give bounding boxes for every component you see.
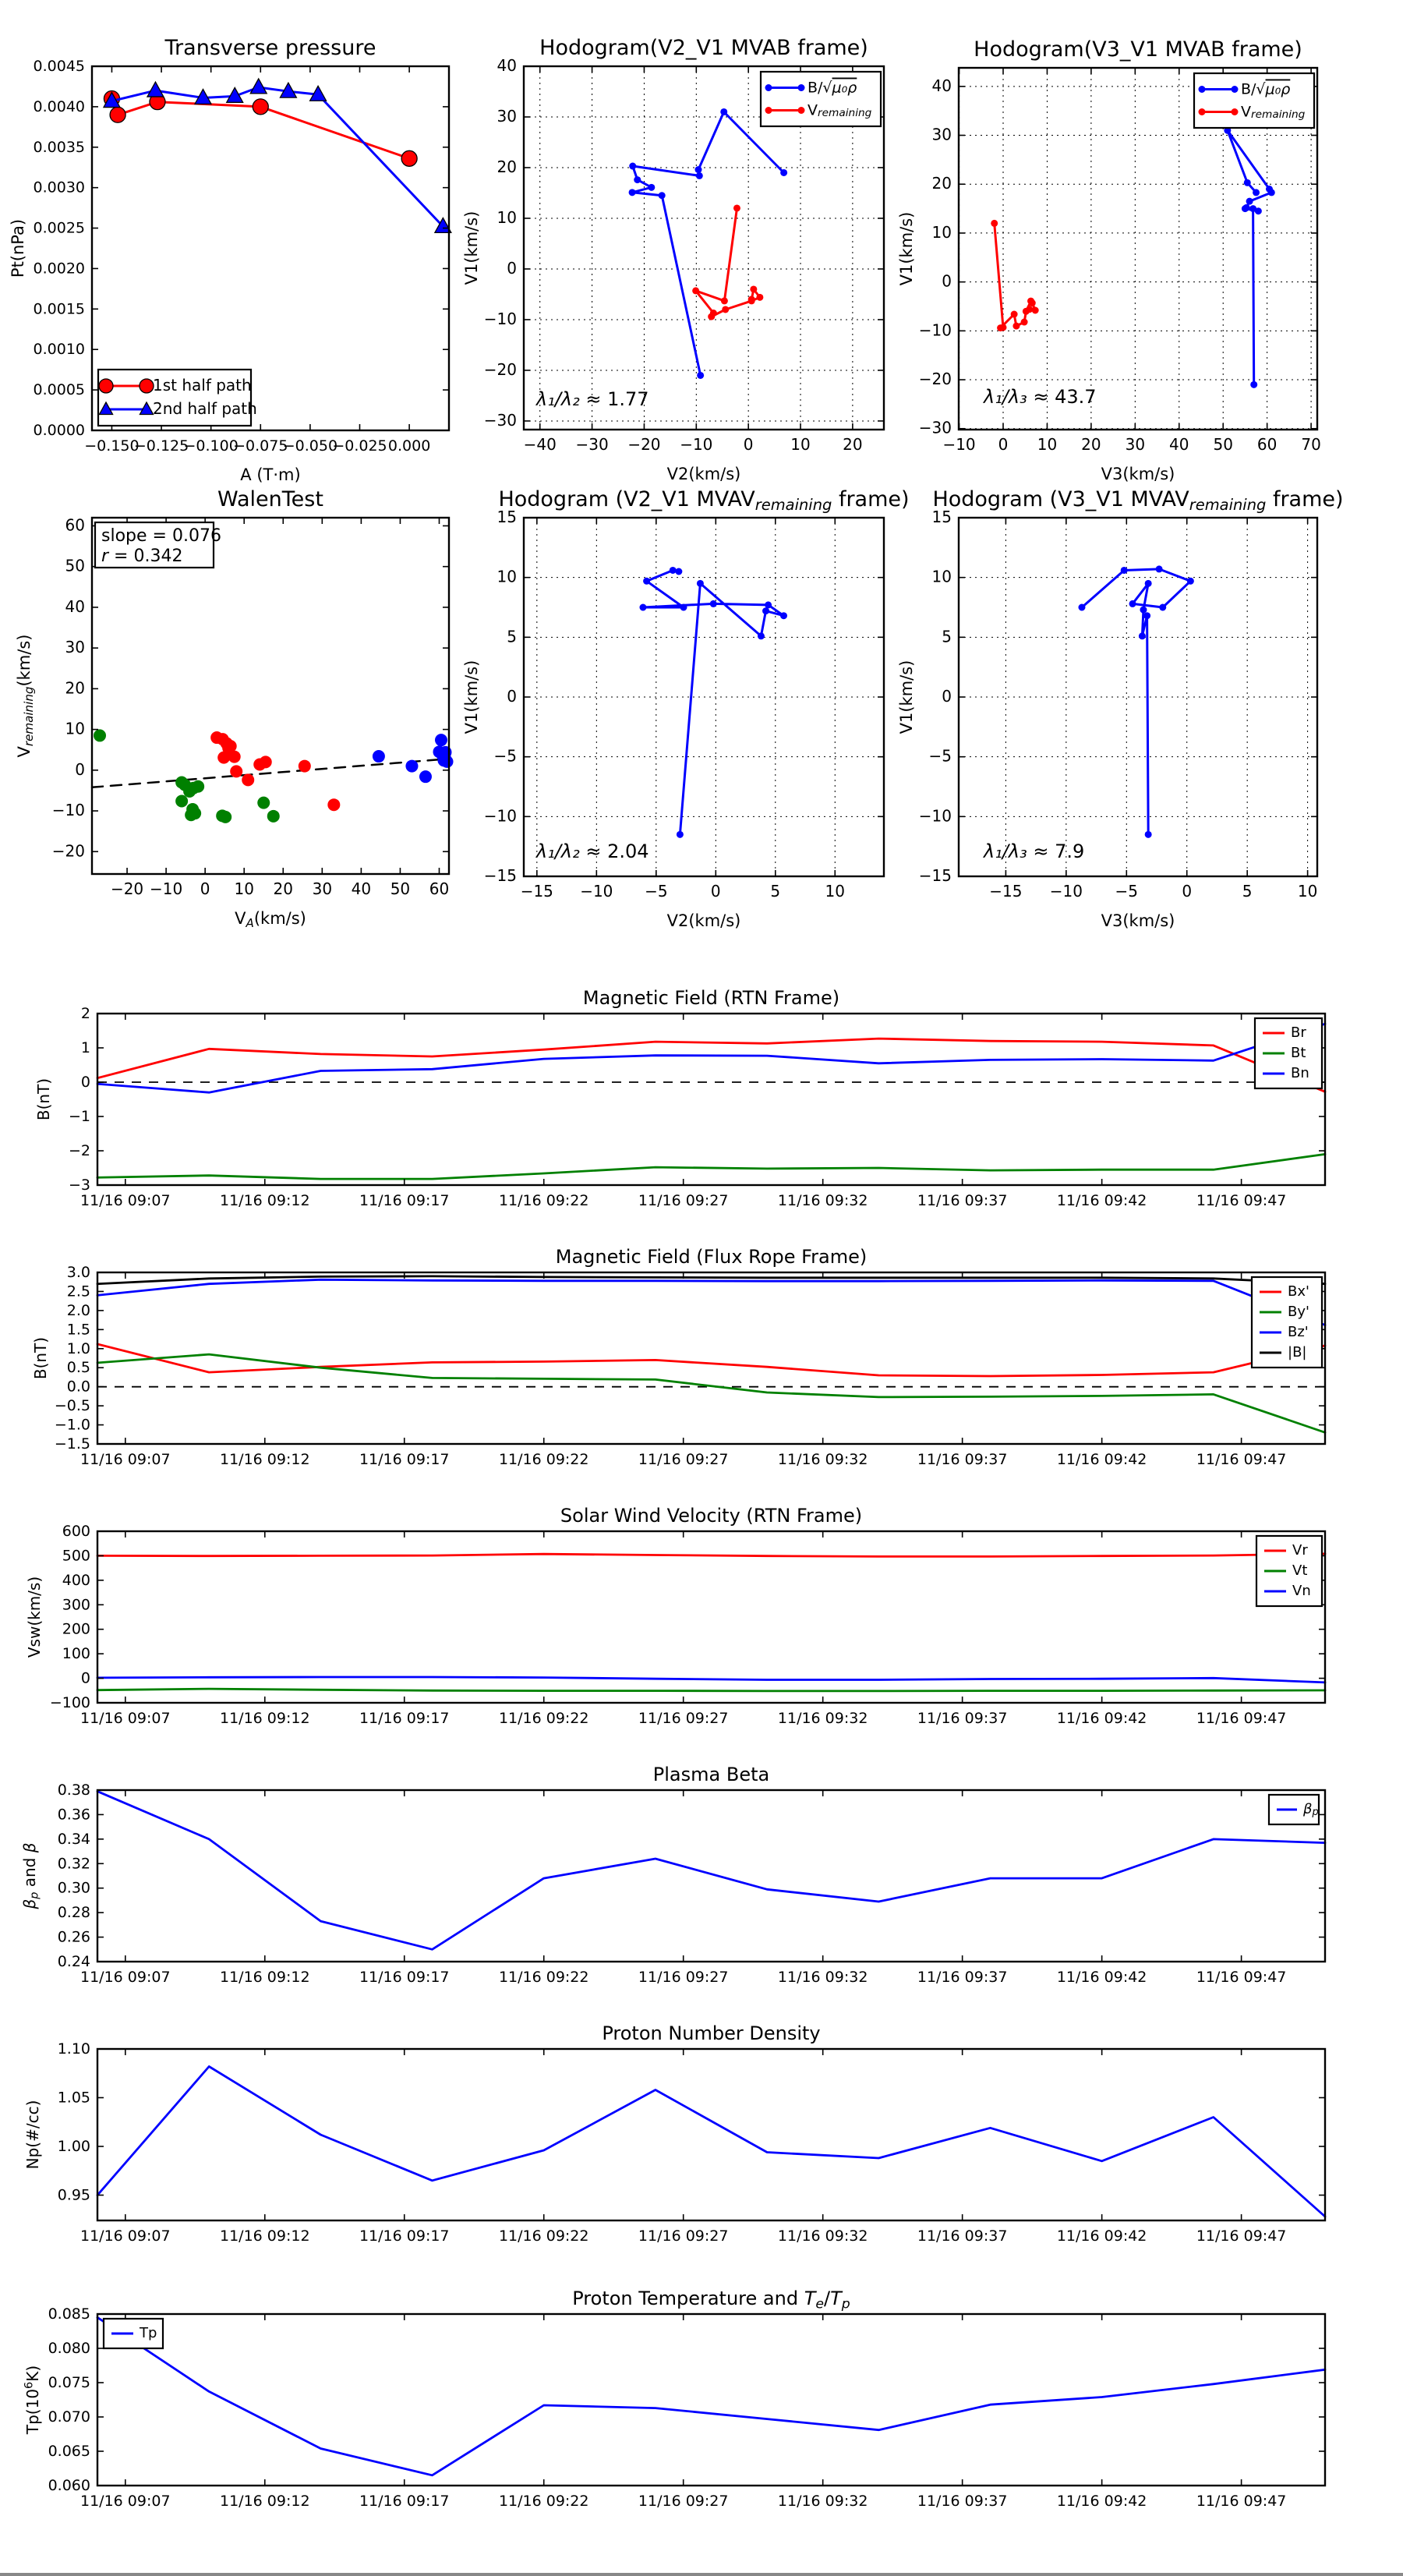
y-tick-label: 0.32 [57,1854,90,1872]
y-tick-label: 20 [931,173,952,193]
x-tick-label: 11/16 09:42 [1056,1192,1147,1209]
x-tick-label: 11/16 09:22 [498,1710,589,1727]
solar-wind-velocity-chart [25,1505,1325,1727]
x-axis-label: V2(km/s) [666,465,741,483]
y-tick-label: 30 [497,106,517,126]
y-tick-label: 0.38 [57,1781,90,1799]
legend-label: Br [1291,1024,1306,1041]
y-tick-label: 50 [65,556,85,575]
x-tick-label: 11/16 09:07 [80,1451,171,1468]
y-tick-label: −1.0 [54,1416,90,1434]
y-tick-label: 1.0 [66,1339,90,1357]
x-tick-label: −30 [575,435,609,454]
x-tick-label: 11/16 09:47 [1196,1969,1287,1986]
x-tick-label: 11/16 09:37 [917,2227,1008,2245]
chart-title: Magnetic Field (RTN Frame) [582,987,840,1009]
y-tick-label: 2.5 [66,1282,90,1300]
x-tick-label: −0.050 [282,437,338,455]
x-tick-label: 40 [351,879,372,898]
legend-label: Vremaining [808,101,872,119]
x-tick-label: 0.000 [387,437,431,455]
y-tick-label: −3 [68,1176,90,1194]
x-tick-label: 30 [1125,435,1146,454]
x-tick-label: 11/16 09:07 [80,2227,171,2245]
y-tick-label: 1.00 [57,2137,90,2155]
x-tick-label: 10 [1297,882,1318,901]
y-tick-label: −5 [928,746,952,766]
y-tick-label: 15 [497,507,517,526]
x-tick-label: 11/16 09:32 [777,2493,868,2510]
y-tick-label: 0.26 [57,1928,90,1946]
y-axis-label: $Tp(10^6K)$ [23,2365,42,2435]
y-tick-label: 0.0015 [33,299,85,317]
y-tick-label: 40 [497,55,517,75]
legend [1252,1277,1322,1368]
x-axis-label: A (T·m) [240,465,301,484]
y-tick-label: 0.5 [66,1358,90,1376]
y-tick-label: −30 [483,410,517,430]
y-tick-label: 5 [507,626,517,646]
y-tick-label: 200 [62,1620,90,1638]
x-tick-label: 0 [1182,882,1193,901]
legend-label: Tp [140,2325,157,2341]
x-tick-label: 11/16 09:27 [638,1710,729,1727]
hodogram-v2v1-mvab-chart [462,36,884,483]
x-tick-label: 11/16 09:22 [498,1451,589,1468]
legend-label: |B| [1288,1344,1307,1361]
x-tick-label: 5 [770,882,781,901]
chart-title: Hodogram (V2_V1 MVAVremaining frame) [498,487,910,514]
y-tick-label: −20 [918,369,952,388]
legend-label: Vt [1292,1562,1308,1579]
y-tick-label: 0.24 [57,1952,90,1970]
y-tick-label: 3.0 [66,1263,90,1281]
x-tick-label: −40 [523,435,557,454]
x-tick-label: −10 [942,435,976,454]
x-axis-label: V3(km/s) [1101,465,1175,483]
x-tick-label: −20 [627,435,661,454]
y-tick-label: 0 [80,1669,90,1687]
y-tick-label: 10 [497,207,517,227]
y-tick-label: −10 [483,805,517,825]
x-tick-label: 11/16 09:17 [359,1710,450,1727]
y-tick-label: 20 [65,678,85,697]
y-tick-label: −10 [918,320,952,339]
y-tick-label: −30 [918,418,952,437]
y-tick-label: 0.060 [48,2476,90,2494]
x-tick-label: −0.075 [233,437,288,455]
x-tick-label: −15 [989,882,1023,901]
annotation: λ₁/λ₂ ≈ 2.04 [536,840,649,862]
x-tick-label: 11/16 09:22 [498,1192,589,1209]
y-tick-label: 0 [942,686,952,706]
x-tick-label: 11/16 09:12 [219,1710,310,1727]
x-axis-label: V2(km/s) [666,911,741,930]
x-axis-label: V3(km/s) [1101,911,1175,930]
y-tick-label: 20 [497,157,517,176]
x-tick-label: −15 [520,882,553,901]
y-tick-label: 2.0 [66,1301,90,1319]
x-tick-label: 11/16 09:37 [917,1710,1008,1727]
y-tick-label: 0 [942,271,952,291]
y-axis-label: B(nT) [31,1336,50,1380]
y-axis-label: V1(km/s) [897,211,916,286]
x-tick-label: −10 [1049,882,1083,901]
y-axis-label: βp and β [20,1842,41,1909]
y-tick-label: −20 [483,359,517,379]
legend [1269,1795,1319,1824]
y-tick-label: −1.5 [54,1435,90,1453]
y-tick-label: 0.085 [48,2305,90,2323]
y-tick-label: −0.5 [54,1396,90,1414]
y-tick-label: 60 [65,515,85,534]
annotation: λ₁/λ₃ ≈ 7.9 [984,840,1085,862]
legend-label: By' [1288,1304,1309,1320]
x-tick-label: −10 [580,882,613,901]
y-tick-label: 0.0000 [33,421,85,439]
x-tick-label: 60 [429,879,450,898]
legend-label: 2nd half path [153,398,257,418]
y-tick-label: 1.05 [57,2089,90,2106]
legend-label: βp [1303,1801,1319,1818]
y-tick-label: 0.0 [66,1378,90,1396]
y-tick-label: 600 [62,1522,90,1540]
x-tick-label: 11/16 09:42 [1056,1969,1147,1986]
y-tick-label: −15 [483,865,517,885]
x-tick-label: 0 [710,882,721,901]
y-tick-label: 0.0025 [33,219,85,237]
x-tick-label: 10 [825,882,846,901]
chart-title: Proton Number Density [602,2022,821,2044]
x-tick-label: 50 [1213,435,1233,454]
x-tick-label: 11/16 09:42 [1056,2227,1147,2245]
y-tick-label: −1 [68,1107,90,1125]
proton-temperature-chart [23,2288,1325,2510]
y-tick-label: 30 [65,637,85,656]
y-tick-label: 0.0030 [33,179,85,196]
legend-label: B/√μ₀ρ [1241,80,1291,97]
chart-title: Hodogram(V2_V1 MVAB frame) [539,36,868,60]
y-axis-label: V1(km/s) [462,211,481,285]
x-tick-label: 10 [790,435,811,454]
x-tick-label: 11/16 09:12 [219,1969,310,1986]
x-tick-label: 11/16 09:47 [1196,2227,1287,2245]
x-tick-label: 20 [843,435,863,454]
y-tick-label: 0.075 [48,2373,90,2391]
x-tick-label: 30 [312,879,333,898]
y-tick-label: −10 [918,805,952,825]
x-tick-label: 10 [234,879,254,898]
x-tick-label: 11/16 09:27 [638,2227,729,2245]
legend-label: B/√μ₀ρ [808,79,857,96]
x-tick-label: −10 [149,879,183,898]
y-tick-label: 0.0035 [33,138,85,156]
x-tick-label: 11/16 09:32 [777,1710,868,1727]
y-tick-label: 0 [507,258,517,278]
hodogram-v2v1-mvav-chart [462,487,910,930]
chart-title: Hodogram(V3_V1 MVAB frame) [974,37,1302,62]
x-tick-label: −10 [680,435,713,454]
y-tick-label: 2 [80,1004,90,1022]
y-tick-label: 0.28 [57,1903,90,1921]
y-tick-label: 100 [62,1644,90,1662]
y-tick-label: 0.95 [57,2186,90,2203]
x-tick-label: 11/16 09:37 [917,1192,1008,1209]
x-tick-label: 11/16 09:12 [219,1451,310,1468]
x-tick-label: 11/16 09:17 [359,2227,450,2245]
x-tick-label: 11/16 09:27 [638,1192,729,1209]
x-tick-label: 11/16 09:32 [777,2227,868,2245]
y-tick-label: 0.080 [48,2339,90,2357]
x-tick-label: 20 [1081,435,1101,454]
y-tick-label: 30 [931,125,952,144]
y-tick-label: 1.5 [66,1320,90,1338]
x-tick-label: −5 [645,882,668,901]
y-tick-label: 40 [931,76,952,95]
y-axis-label: Vsw(km/s) [25,1576,44,1658]
y-tick-label: 10 [497,567,517,586]
legend-label: Vn [1292,1583,1311,1599]
legend [98,370,257,426]
y-tick-label: 10 [65,719,85,738]
y-tick-label: 0.30 [57,1879,90,1897]
x-tick-label: 11/16 09:37 [917,1969,1008,1986]
y-tick-label: 15 [931,507,952,526]
y-tick-label: 0 [75,759,85,779]
hodogram-v3v1-mvav-chart [897,487,1344,930]
x-tick-label: 11/16 09:17 [359,1969,450,1986]
y-axis-label: Np(#/cc) [23,2100,42,2170]
x-tick-label: 11/16 09:17 [359,2493,450,2510]
y-tick-label: 400 [62,1571,90,1589]
y-tick-label: 0 [507,686,517,706]
chart-title: Plasma Beta [652,1764,770,1785]
y-tick-label: 0.36 [57,1805,90,1823]
x-tick-label: 0 [743,435,754,454]
y-tick-label: 0.0005 [33,380,85,398]
x-tick-label: 11/16 09:22 [498,2493,589,2510]
y-tick-label: 0.0045 [33,57,85,75]
x-tick-label: 11/16 09:42 [1056,1451,1147,1468]
y-tick-label: −15 [918,865,952,885]
legend [104,2319,163,2348]
x-tick-label: 11/16 09:37 [917,2493,1008,2510]
y-tick-label: −20 [51,840,85,860]
x-tick-label: 11/16 09:22 [498,2227,589,2245]
x-tick-label: 11/16 09:42 [1056,1710,1147,1727]
annotation: λ₁/λ₃ ≈ 43.7 [984,386,1097,408]
x-tick-label: 11/16 09:27 [638,1451,729,1468]
x-tick-label: 11/16 09:32 [777,1192,868,1209]
x-tick-label: −20 [110,879,144,898]
legend-label: Bn [1291,1065,1309,1081]
y-tick-label: 300 [62,1595,90,1613]
y-tick-label: 1 [80,1039,90,1056]
legend-label: Vr [1292,1542,1308,1559]
y-tick-label: −2 [68,1141,90,1159]
y-tick-label: 0.0020 [33,259,85,277]
x-tick-label: 11/16 09:47 [1196,1710,1287,1727]
x-tick-label: 0 [200,879,210,898]
legend [1256,1536,1322,1606]
x-tick-label: 11/16 09:07 [80,1192,171,1209]
x-tick-label: 11/16 09:27 [638,1969,729,1986]
x-tick-label: 20 [273,879,293,898]
x-tick-label: −0.025 [332,437,387,455]
x-tick-label: 11/16 09:07 [80,1969,171,1986]
annotation: r = 0.342 [101,547,183,566]
chart-title: Magnetic Field (Flux Rope Frame) [555,1246,868,1268]
x-tick-label: 11/16 09:47 [1196,1192,1287,1209]
x-tick-label: −0.125 [133,437,189,455]
y-tick-label: 0 [80,1073,90,1091]
y-axis-label: B(nT) [34,1077,53,1121]
transverse-pressure-chart [9,36,451,484]
chart-title: WalenTest [217,487,323,511]
y-tick-label: 0.34 [57,1830,90,1848]
x-tick-label: 11/16 09:47 [1196,2493,1287,2510]
y-tick-label: 1.10 [57,2040,90,2058]
legend-label: Bt [1291,1045,1306,1061]
magnetic-field-rtn-chart [34,987,1325,1209]
x-tick-label: 11/16 09:12 [219,1192,310,1209]
y-tick-label: 0.070 [48,2408,90,2426]
x-tick-label: 11/16 09:12 [219,2227,310,2245]
legend-label: Vremaining [1241,103,1306,121]
y-tick-label: 0.065 [48,2442,90,2460]
y-tick-label: 5 [942,626,952,646]
x-tick-label: 11/16 09:42 [1056,2493,1147,2510]
y-tick-label: −5 [493,746,517,766]
x-tick-label: 60 [1256,435,1278,454]
legend-label: Bz' [1288,1324,1309,1340]
chart-title: Transverse pressure [164,36,376,60]
walen-test-chart [15,487,453,930]
x-tick-label: 11/16 09:47 [1196,1451,1287,1468]
y-axis-label: V1(km/s) [897,660,916,734]
x-tick-label: 50 [390,879,411,898]
x-tick-label: −5 [1115,882,1139,901]
x-tick-label: 11/16 09:12 [219,2493,310,2510]
x-tick-label: 40 [1169,435,1189,454]
chart-title: Solar Wind Velocity (RTN Frame) [560,1505,863,1527]
y-tick-label: 500 [62,1546,90,1564]
x-tick-label: 11/16 09:17 [359,1451,450,1468]
x-tick-label: −0.100 [183,437,239,455]
y-tick-label: 40 [65,596,85,616]
hodogram-v3v1-mvab-chart [897,37,1321,483]
x-tick-label: 11/16 09:17 [359,1192,450,1209]
x-tick-label: 5 [1242,882,1253,901]
y-axis-label: V1(km/s) [462,660,481,734]
chart-title: Hodogram (V3_V1 MVAVremaining frame) [932,487,1344,514]
x-tick-label: 11/16 09:37 [917,1451,1008,1468]
x-axis-label: VA(km/s) [235,909,306,930]
legend-label: Bx' [1288,1283,1309,1300]
x-tick-label: 10 [1037,435,1058,454]
y-tick-label: −10 [483,309,517,328]
legend [761,72,881,126]
y-tick-label: −10 [51,800,85,819]
y-tick-label: 0.0010 [33,340,85,358]
x-tick-label: 11/16 09:07 [80,2493,171,2510]
y-axis-label: Vremaining(km/s) [15,634,36,758]
x-tick-label: 11/16 09:22 [498,1969,589,1986]
proton-number-density-chart [23,2022,1325,2245]
chart-title: Proton Temperature and Te/Tp [572,2288,850,2312]
legend [1255,1018,1322,1088]
y-tick-label: 10 [931,567,952,586]
x-tick-label: 11/16 09:32 [777,1969,868,1986]
annotation: slope = 0.076 [101,526,221,546]
annotation: λ₁/λ₂ ≈ 1.77 [536,388,649,410]
plasma-beta-chart [20,1764,1325,1986]
y-tick-label: −100 [49,1693,90,1711]
legend-label: 1st half path [153,375,252,395]
x-tick-label: 11/16 09:32 [777,1451,868,1468]
x-tick-label: 11/16 09:07 [80,1710,171,1727]
x-tick-label: 0 [998,435,1009,454]
x-tick-label: −0.150 [84,437,140,455]
x-tick-label: 11/16 09:27 [638,2493,729,2510]
y-tick-label: 10 [931,222,952,242]
x-tick-label: 70 [1301,435,1321,454]
y-tick-label: 0.0040 [33,97,85,115]
y-axis-label: Pt(nPa) [9,218,27,278]
legend [1194,73,1314,128]
magnetic-field-flux-rope-chart [31,1246,1325,1468]
